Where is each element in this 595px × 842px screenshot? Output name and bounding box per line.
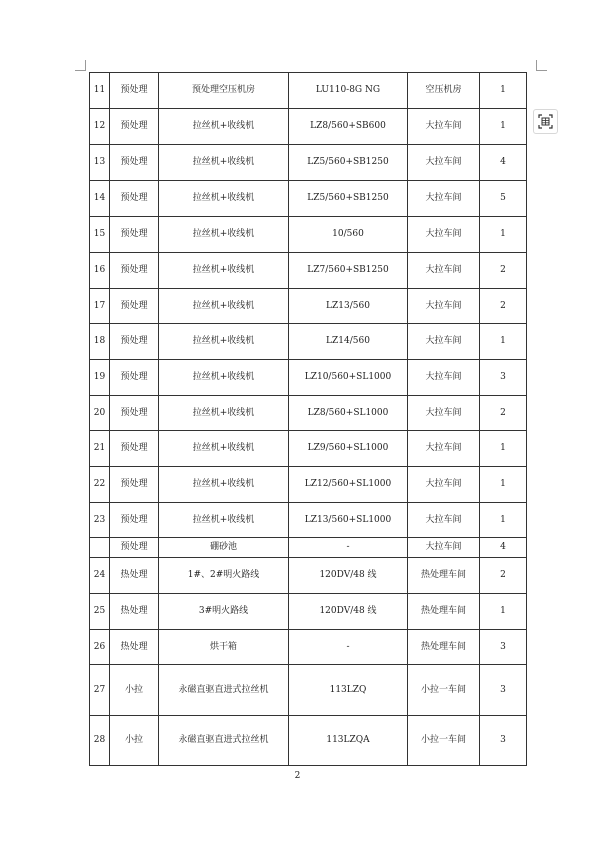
table-row bbox=[90, 253, 527, 289]
row-number: 19 bbox=[90, 360, 110, 396]
location-cell: 大拉车间 bbox=[408, 538, 480, 558]
equipment-name: 拉丝机+收线机 bbox=[159, 145, 289, 181]
table-row bbox=[90, 594, 527, 630]
location-cell: 小拉一车间 bbox=[408, 665, 480, 716]
quantity-cell: 1 bbox=[480, 109, 527, 145]
process-cell: 预处理 bbox=[110, 253, 159, 289]
location-cell: 大拉车间 bbox=[408, 324, 480, 360]
table-row bbox=[90, 109, 527, 145]
table-row bbox=[90, 716, 527, 766]
table-row bbox=[90, 145, 527, 181]
model-spec: LZ5/560+SB1250 bbox=[289, 181, 408, 217]
table-row bbox=[90, 396, 527, 431]
location-cell: 大拉车间 bbox=[408, 503, 480, 538]
equipment-name: 拉丝机+收线机 bbox=[159, 467, 289, 503]
row-number: 21 bbox=[90, 431, 110, 467]
equipment-name: 拉丝机+收线机 bbox=[159, 181, 289, 217]
location-cell: 大拉车间 bbox=[408, 217, 480, 253]
process-cell: 预处理 bbox=[110, 396, 159, 431]
model-spec: LZ12/560+SL1000 bbox=[289, 467, 408, 503]
equipment-name: 拉丝机+收线机 bbox=[159, 431, 289, 467]
quantity-cell: 1 bbox=[480, 594, 527, 630]
row-number: 18 bbox=[90, 324, 110, 360]
table-select-icon[interactable] bbox=[533, 109, 558, 134]
table-row bbox=[90, 431, 527, 467]
quantity-cell: 1 bbox=[480, 503, 527, 538]
quantity-cell: 3 bbox=[480, 665, 527, 716]
process-cell: 小拉 bbox=[110, 716, 159, 766]
model-spec: 120DV/48 线 bbox=[289, 594, 408, 630]
quantity-cell: 1 bbox=[480, 467, 527, 503]
table-row bbox=[90, 503, 527, 538]
location-cell: 大拉车间 bbox=[408, 109, 480, 145]
process-cell: 预处理 bbox=[110, 181, 159, 217]
model-spec: LZ9/560+SL1000 bbox=[289, 431, 408, 467]
quantity-cell: 2 bbox=[480, 396, 527, 431]
equipment-name: 1#、2#明火路线 bbox=[159, 558, 289, 594]
model-spec: - bbox=[289, 538, 408, 558]
row-number: 11 bbox=[90, 73, 110, 109]
quantity-cell: 3 bbox=[480, 630, 527, 665]
process-cell: 预处理 bbox=[110, 538, 159, 558]
model-spec: LZ10/560+SL1000 bbox=[289, 360, 408, 396]
equipment-name: 预处理空压机房 bbox=[159, 73, 289, 109]
crop-mark-top-right bbox=[536, 60, 547, 71]
process-cell: 预处理 bbox=[110, 289, 159, 324]
row-number: 23 bbox=[90, 503, 110, 538]
row-number bbox=[90, 538, 110, 558]
row-number: 24 bbox=[90, 558, 110, 594]
process-cell: 预处理 bbox=[110, 467, 159, 503]
equipment-table bbox=[89, 72, 527, 766]
equipment-name: 拉丝机+收线机 bbox=[159, 217, 289, 253]
location-cell: 热处理车间 bbox=[408, 630, 480, 665]
row-number: 14 bbox=[90, 181, 110, 217]
quantity-cell: 1 bbox=[480, 431, 527, 467]
location-cell: 大拉车间 bbox=[408, 253, 480, 289]
location-cell: 热处理车间 bbox=[408, 594, 480, 630]
equipment-name: 拉丝机+收线机 bbox=[159, 360, 289, 396]
model-spec: LZ13/560+SL1000 bbox=[289, 503, 408, 538]
model-spec: 120DV/48 线 bbox=[289, 558, 408, 594]
model-spec: LU110-8G NG bbox=[289, 73, 408, 109]
process-cell: 热处理 bbox=[110, 558, 159, 594]
process-cell: 预处理 bbox=[110, 431, 159, 467]
table-row bbox=[90, 217, 527, 253]
model-spec: LZ13/560 bbox=[289, 289, 408, 324]
row-number: 15 bbox=[90, 217, 110, 253]
equipment-name: 拉丝机+收线机 bbox=[159, 289, 289, 324]
page-number: 2 bbox=[294, 771, 301, 781]
location-cell: 大拉车间 bbox=[408, 289, 480, 324]
quantity-cell: 1 bbox=[480, 217, 527, 253]
quantity-cell: 1 bbox=[480, 73, 527, 109]
equipment-name: 拉丝机+收线机 bbox=[159, 253, 289, 289]
row-number: 27 bbox=[90, 665, 110, 716]
process-cell: 热处理 bbox=[110, 594, 159, 630]
row-number: 16 bbox=[90, 253, 110, 289]
quantity-cell: 4 bbox=[480, 145, 527, 181]
location-cell: 热处理车间 bbox=[408, 558, 480, 594]
equipment-name: 烘干箱 bbox=[159, 630, 289, 665]
model-spec: 10/560 bbox=[289, 217, 408, 253]
table-row bbox=[90, 289, 527, 324]
location-cell: 大拉车间 bbox=[408, 360, 480, 396]
model-spec: LZ7/560+SB1250 bbox=[289, 253, 408, 289]
process-cell: 小拉 bbox=[110, 665, 159, 716]
model-spec: LZ14/560 bbox=[289, 324, 408, 360]
model-spec: 113LZQ bbox=[289, 665, 408, 716]
equipment-name: 硼砂池 bbox=[159, 538, 289, 558]
table-row bbox=[90, 467, 527, 503]
model-spec: - bbox=[289, 630, 408, 665]
table-row bbox=[90, 538, 527, 558]
row-number: 12 bbox=[90, 109, 110, 145]
equipment-name: 3#明火路线 bbox=[159, 594, 289, 630]
process-cell: 预处理 bbox=[110, 73, 159, 109]
equipment-name: 拉丝机+收线机 bbox=[159, 324, 289, 360]
process-cell: 预处理 bbox=[110, 360, 159, 396]
equipment-name: 拉丝机+收线机 bbox=[159, 109, 289, 145]
table-row bbox=[90, 324, 527, 360]
row-number: 28 bbox=[90, 716, 110, 766]
quantity-cell: 2 bbox=[480, 558, 527, 594]
quantity-cell: 3 bbox=[480, 716, 527, 766]
row-number: 22 bbox=[90, 467, 110, 503]
row-number: 13 bbox=[90, 145, 110, 181]
table-row bbox=[90, 360, 527, 396]
table-row bbox=[90, 665, 527, 716]
row-number: 26 bbox=[90, 630, 110, 665]
location-cell: 大拉车间 bbox=[408, 467, 480, 503]
process-cell: 预处理 bbox=[110, 145, 159, 181]
table-row bbox=[90, 181, 527, 217]
model-spec: LZ8/560+SL1000 bbox=[289, 396, 408, 431]
table-row bbox=[90, 630, 527, 665]
table-row bbox=[90, 558, 527, 594]
quantity-cell: 3 bbox=[480, 360, 527, 396]
location-cell: 大拉车间 bbox=[408, 181, 480, 217]
equipment-name: 永磁直驱直进式拉丝机 bbox=[159, 716, 289, 766]
row-number: 20 bbox=[90, 396, 110, 431]
quantity-cell: 1 bbox=[480, 324, 527, 360]
location-cell: 大拉车间 bbox=[408, 431, 480, 467]
process-cell: 预处理 bbox=[110, 324, 159, 360]
crop-mark-top-left bbox=[75, 60, 86, 71]
location-cell: 空压机房 bbox=[408, 73, 480, 109]
table-row bbox=[90, 73, 527, 109]
quantity-cell: 2 bbox=[480, 253, 527, 289]
model-spec: 113LZQA bbox=[289, 716, 408, 766]
equipment-name: 拉丝机+收线机 bbox=[159, 503, 289, 538]
location-cell: 小拉一车间 bbox=[408, 716, 480, 766]
quantity-cell: 5 bbox=[480, 181, 527, 217]
process-cell: 预处理 bbox=[110, 109, 159, 145]
model-spec: LZ5/560+SB1250 bbox=[289, 145, 408, 181]
quantity-cell: 4 bbox=[480, 538, 527, 558]
process-cell: 热处理 bbox=[110, 630, 159, 665]
equipment-name: 拉丝机+收线机 bbox=[159, 396, 289, 431]
row-number: 25 bbox=[90, 594, 110, 630]
location-cell: 大拉车间 bbox=[408, 145, 480, 181]
row-number: 17 bbox=[90, 289, 110, 324]
equipment-name: 永磁直驱直进式拉丝机 bbox=[159, 665, 289, 716]
model-spec: LZ8/560+SB600 bbox=[289, 109, 408, 145]
quantity-cell: 2 bbox=[480, 289, 527, 324]
process-cell: 预处理 bbox=[110, 503, 159, 538]
location-cell: 大拉车间 bbox=[408, 396, 480, 431]
process-cell: 预处理 bbox=[110, 217, 159, 253]
